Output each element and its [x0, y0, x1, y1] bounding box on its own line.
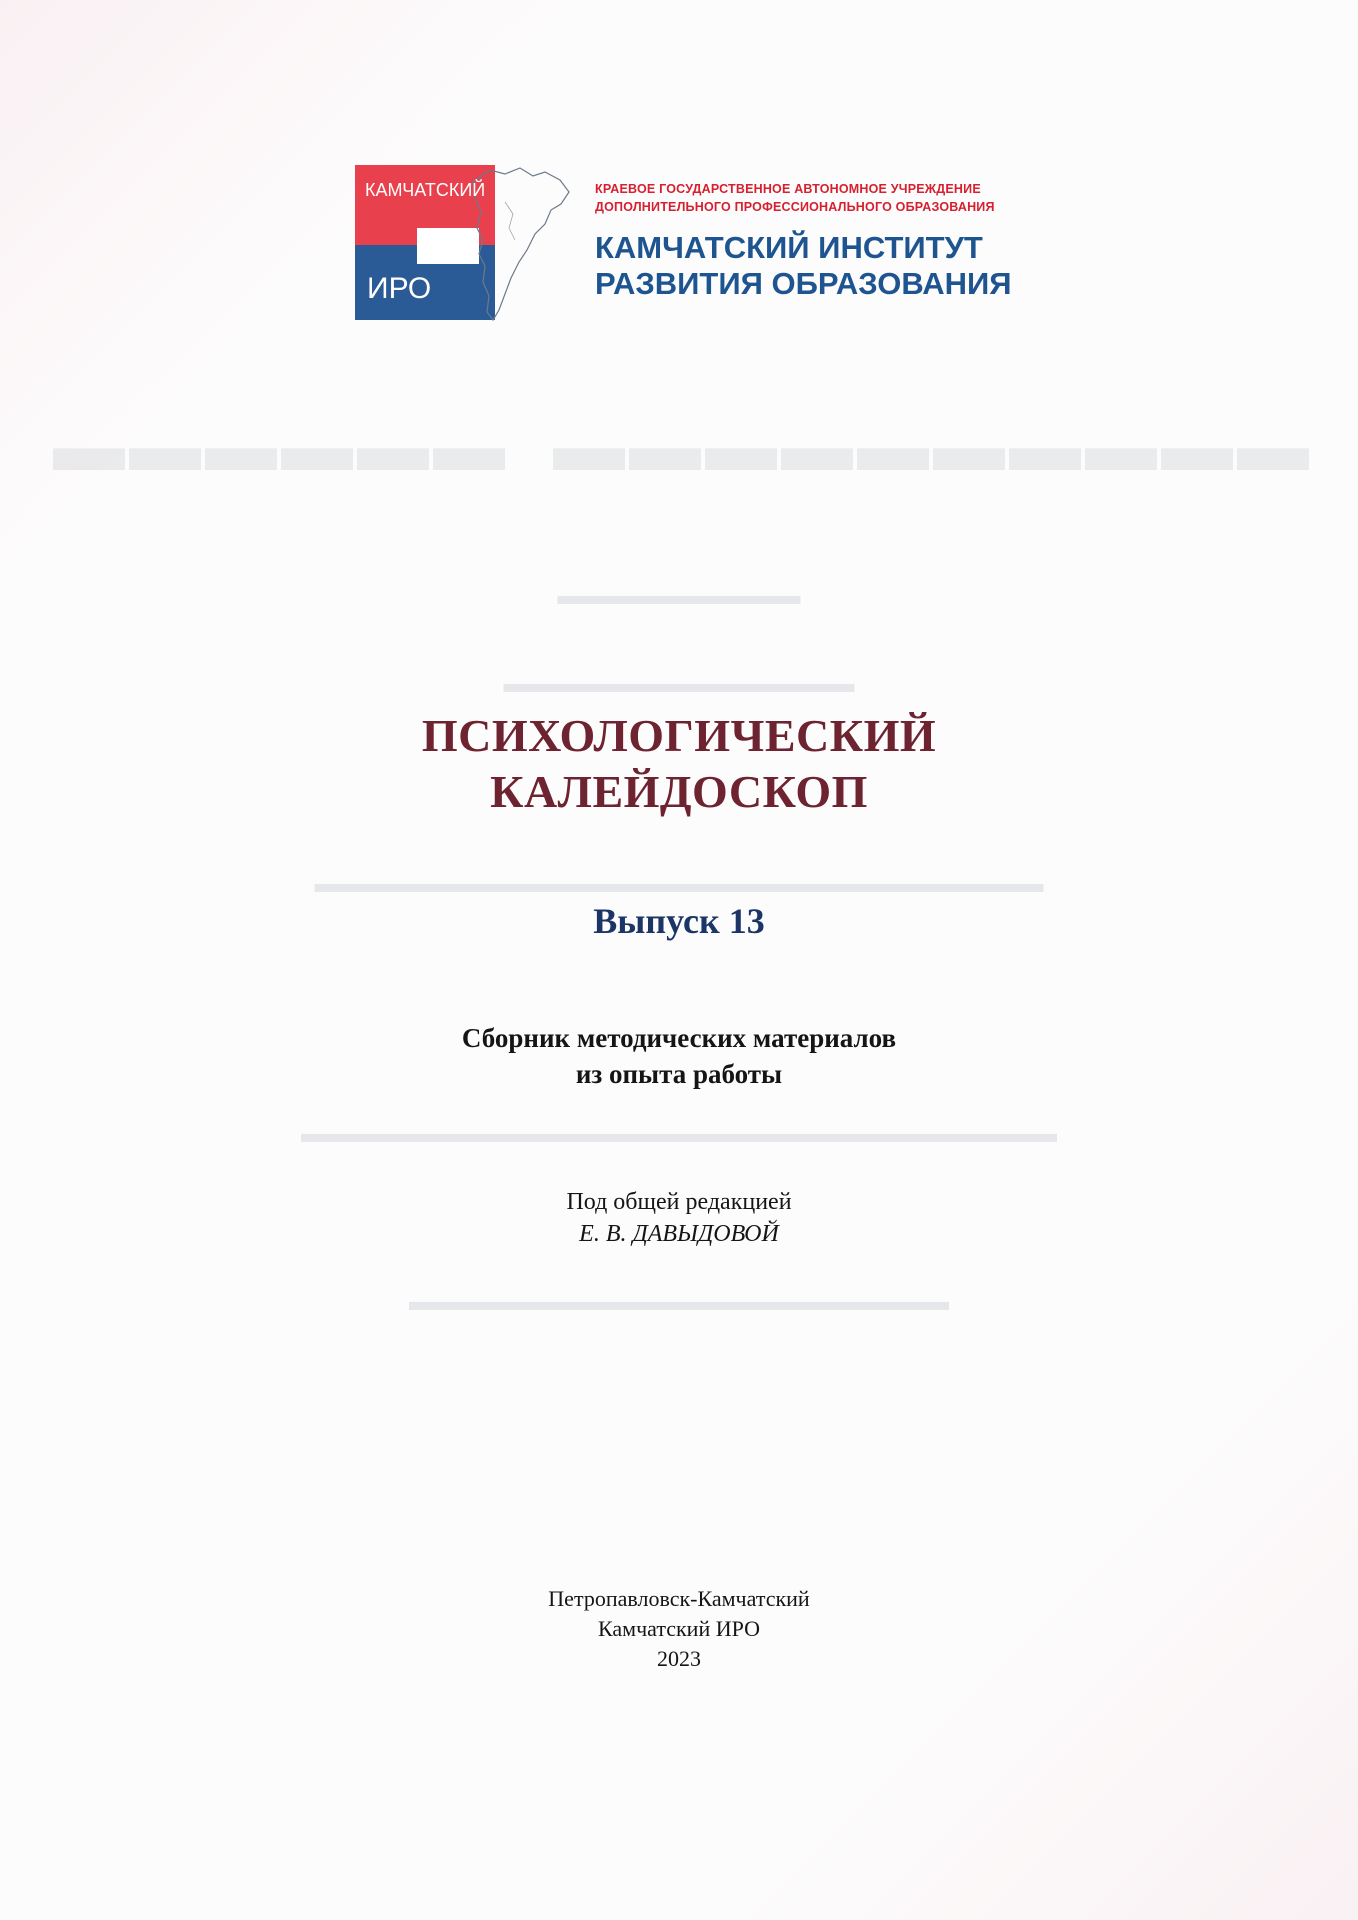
reverse-side-bleed-line: ▬▬▬▬▬▬▬▬▬▬▬▬▬▬▬▬▬▬▬▬▬▬▬▬▬▬▬▬ — [301, 1118, 1057, 1148]
logo-text — [595, 180, 1025, 302]
editor-name: Е. В. ДАВЫДОВОЙ — [579, 1221, 779, 1247]
reverse-side-bleed-heading: ▬▬▬▬▬▬▬▬▬▬ ▬▬▬▬▬▬ — [49, 406, 1309, 486]
imprint — [0, 1584, 1358, 1674]
logo-badge-bottom: ИРО — [367, 272, 432, 305]
reverse-side-bleed-line: ▬▬▬▬▬▬▬▬▬ — [557, 580, 801, 610]
reverse-side-bleed-line: ▬▬▬▬▬▬▬▬▬▬▬▬▬ — [503, 668, 855, 698]
org-type-line1: КРАЕВОЕ ГОСУДАРСТВЕННОЕ АВТОНОМНОЕ УЧРЕЖДЕНИЕ — [595, 182, 981, 196]
kamchatka-map-emblem-icon — [355, 162, 595, 322]
logo-badge-top: КАМЧАТСКИЙ — [365, 180, 486, 200]
editor-label: Под общей редакцией — [566, 1189, 792, 1215]
editor-block — [0, 1186, 1358, 1250]
title-line1: ПСИХОЛОГИЧЕСКИЙ — [421, 710, 937, 761]
imprint-city: Петропавловск-Камчатский — [548, 1586, 810, 1611]
collection-title — [0, 708, 1358, 820]
institute-logo — [355, 162, 1015, 322]
org-type-line2: ДОПОЛНИТЕЛЬНОГО ПРОФЕССИОНАЛЬНОГО ОБРАЗОВАНИЯ — [595, 200, 995, 214]
reverse-side-bleed-line: ▬▬▬▬▬▬▬▬▬▬▬▬▬▬▬▬▬▬▬▬▬▬▬▬▬▬▬ — [314, 868, 1044, 898]
imprint-year: 2023 — [657, 1646, 701, 1671]
collection-subtitle — [0, 1020, 1358, 1092]
title-line2: КАЛЕЙДОСКОП — [490, 766, 868, 817]
institute-name-line1: КАМЧАТСКИЙ ИНСТИТУТ — [595, 230, 983, 265]
subtitle-line2: из опыта работы — [575, 1059, 783, 1089]
imprint-publisher: Камчатский ИРО — [598, 1616, 760, 1641]
subtitle-line1: Сборник методических материалов — [461, 1023, 897, 1053]
institute-name-line2: РАЗВИТИЯ ОБРАЗОВАНИЯ — [595, 266, 1012, 301]
institute-name — [595, 230, 1025, 302]
issue-number: Выпуск 13 — [593, 901, 765, 941]
reverse-side-bleed-line: ▬▬▬▬▬▬▬▬▬▬▬▬▬▬▬▬▬▬▬▬ — [409, 1286, 949, 1316]
